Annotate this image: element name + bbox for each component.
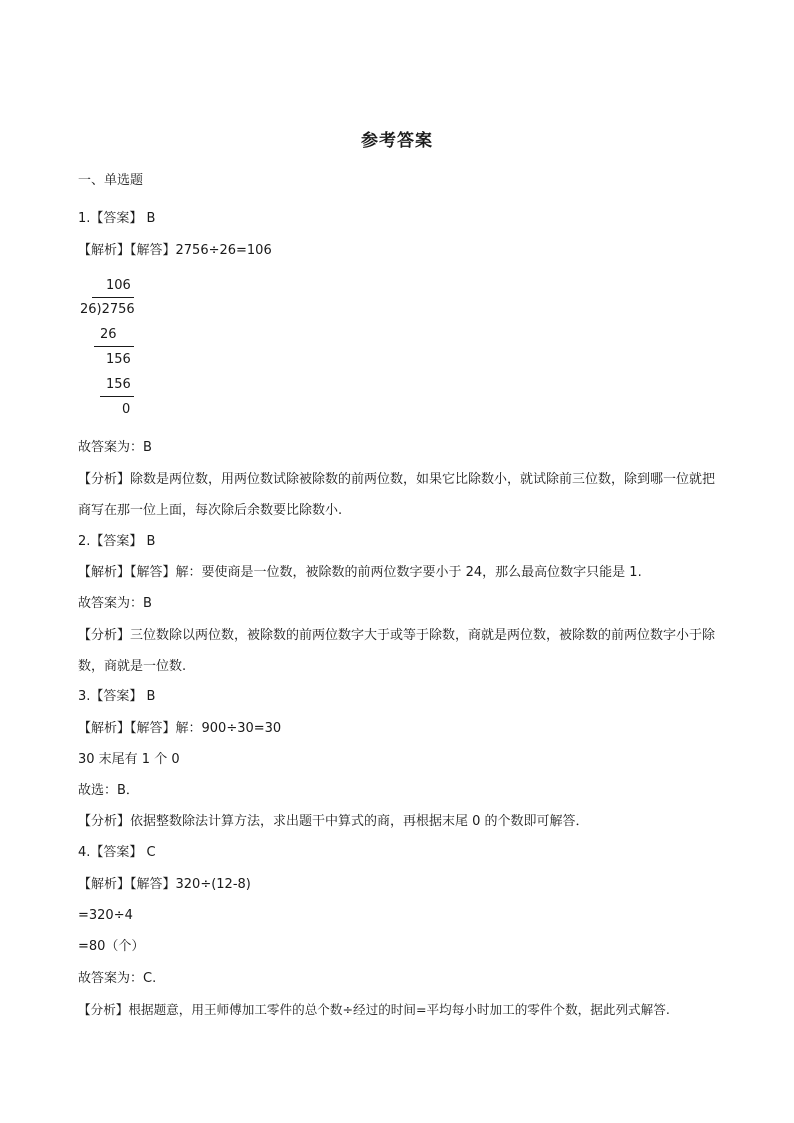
q3-explanation: 【分析】依据整数除法计算方法，求出题干中算式的商，再根据末尾 0 的个数即可解答． xyxy=(78,814,589,829)
q4-analysis: 【解析】【解答】320÷(12-8) xyxy=(78,877,251,892)
final-remainder: 0 xyxy=(122,402,131,417)
q3-analysis: 【解析】【解答】解：900÷30=30 xyxy=(78,721,282,736)
step-rule-2 xyxy=(100,396,134,397)
q4-explanation: 【分析】根据题意，用王师傅加工零件的总个数÷经过的时间=平均每小时加工的零件个数，据此列式解答. xyxy=(78,1002,670,1017)
q2-explanation: 【分析】三位数除以两位数，被除数的前两位数字大于或等于除数，商就是两位数，被除数的前两位数字小于除数，商就是一位数. xyxy=(78,628,716,674)
q4-answer: 4.【答案】 C xyxy=(78,845,156,860)
step-product-1: 26 xyxy=(100,327,117,342)
q3-conclusion: 故选：B． xyxy=(78,783,139,798)
q1-analysis: 【解析】【解答】2756÷26=106 xyxy=(78,243,272,258)
long-division xyxy=(78,276,158,426)
step-remainder-1: 156 xyxy=(106,352,131,367)
step-product-2: 156 xyxy=(106,377,131,392)
q1-answer: 1.【答案】 B xyxy=(78,211,156,226)
page-title: 参考答案 xyxy=(361,131,433,151)
quotient: 106 xyxy=(106,278,131,293)
q3-line2: 30 末尾有 1 个 0 xyxy=(78,752,180,767)
step-rule-1 xyxy=(94,346,134,347)
q3-answer: 3.【答案】 B xyxy=(78,689,156,704)
division-bar xyxy=(92,297,134,298)
q4-conclusion: 故答案为：C. xyxy=(78,971,157,986)
q2-conclusion: 故答案为：B xyxy=(78,596,152,611)
divisor-dividend: 26)2756 xyxy=(80,302,135,317)
section-heading: 一、单选题 xyxy=(78,173,144,188)
q1-conclusion: 故答案为：B xyxy=(78,440,152,455)
q2-answer: 2.【答案】 B xyxy=(78,534,156,549)
q4-step-2: =80（个） xyxy=(78,939,145,954)
q2-analysis: 【解析】【解答】解：要使商是一位数，被除数的前两位数字要小于 24，那么最高位数字只能是 1. xyxy=(78,565,642,580)
q1-explanation: 【分析】除数是两位数，用两位数试除被除数的前两位数，如果它比除数小，就试除前三位数，除到哪一位就把商写在那一位上面，每次除后余数要比除数小. xyxy=(78,472,716,518)
q4-step-1: =320÷4 xyxy=(78,908,133,923)
